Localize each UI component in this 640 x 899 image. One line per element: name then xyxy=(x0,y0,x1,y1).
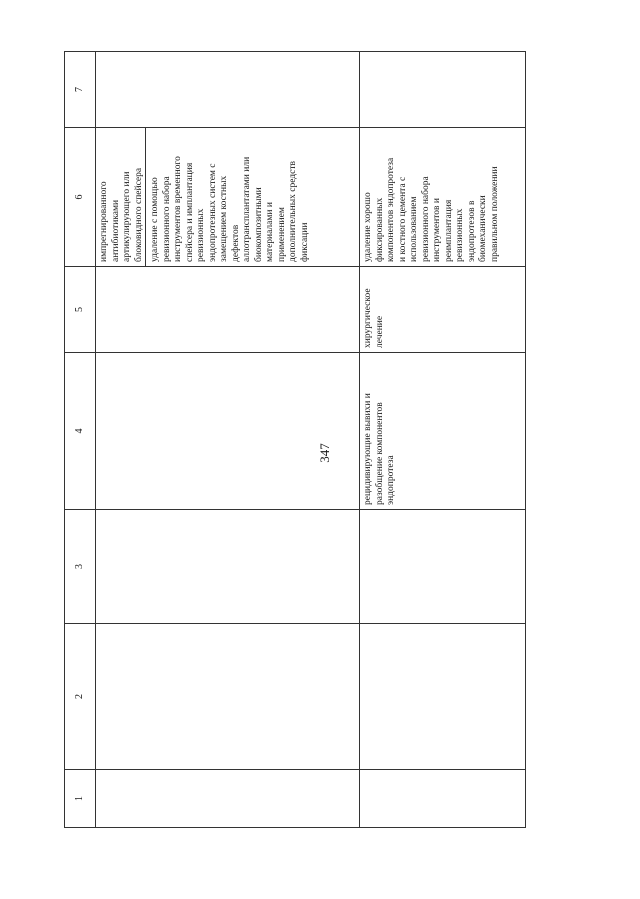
text-line: биокомпозитными xyxy=(253,187,264,262)
text-line: аллотрансплантатами или xyxy=(242,156,252,262)
text-line: использованием xyxy=(409,196,419,262)
treatment-method-cell xyxy=(360,128,526,267)
column-number: 6 xyxy=(65,128,96,267)
text-line: спейсера и имплантация xyxy=(184,162,195,262)
text-line: импрегнированного xyxy=(99,181,109,262)
column-number-row xyxy=(65,52,96,828)
medical-care-table xyxy=(64,51,526,828)
text-line: разобщение компонентов xyxy=(374,402,385,505)
table-cell xyxy=(360,624,526,770)
table-cell xyxy=(360,52,526,128)
table-row xyxy=(360,52,526,828)
text-line: блоковидного спейсера xyxy=(133,167,144,262)
text-line: биомеханически xyxy=(478,195,488,262)
treatment-type-cell xyxy=(360,267,526,353)
text-line: артикулирующего или xyxy=(122,171,132,262)
column-number: 4 xyxy=(65,353,96,510)
text-line: удаление с помощью xyxy=(150,177,160,262)
text-line: реимплантация xyxy=(443,199,454,262)
text-line: инструментов временного xyxy=(173,156,183,262)
table-cell xyxy=(96,267,360,353)
text-line: эндопротезных систем с xyxy=(207,163,218,262)
text-line: удаление хорошо xyxy=(363,192,373,262)
table-cell xyxy=(96,52,360,128)
text-line: компонентов эндопротеза xyxy=(386,157,396,262)
table-cell xyxy=(96,624,360,770)
table-cell xyxy=(96,353,360,510)
table-cell xyxy=(96,770,360,828)
text-line: хирургическое xyxy=(363,288,373,348)
text-line: ревизионного набора xyxy=(161,176,172,262)
table-cell xyxy=(360,510,526,624)
treatment-method-continuation xyxy=(96,132,145,262)
treatment-method-cell xyxy=(96,128,360,267)
text-line: ревизионных xyxy=(196,208,206,262)
text-line: фиксированных xyxy=(374,197,385,262)
column-number: 7 xyxy=(65,52,96,128)
text-line: ревизионного набора xyxy=(420,176,431,262)
text-line: эндопротеза xyxy=(386,455,396,505)
text-line: и костного цемента с xyxy=(397,176,408,262)
table-container xyxy=(64,52,526,828)
text-line: замещением костных xyxy=(219,175,229,262)
text-line: фиксации xyxy=(299,222,310,262)
diagnosis-cell xyxy=(360,353,526,510)
text-line: рецидивирующие вывихи и xyxy=(363,393,373,505)
text-line: инструментов и xyxy=(432,198,442,262)
text-line: материалами и xyxy=(265,202,275,262)
column-number: 2 xyxy=(65,624,96,770)
text-line: правильном положении xyxy=(489,166,500,262)
text-line: антибиотиками xyxy=(110,199,121,262)
text-line: дефектов xyxy=(230,224,241,262)
text-line: применением xyxy=(276,207,287,262)
column-number: 3 xyxy=(65,510,96,624)
table-row xyxy=(96,52,360,828)
table-cell xyxy=(360,770,526,828)
text-line: лечение xyxy=(374,315,385,348)
text-line: ревизионных xyxy=(455,208,465,262)
text-line: дополнительных средств xyxy=(288,161,298,262)
treatment-method-option xyxy=(145,128,311,266)
text-line: эндопротезов в xyxy=(466,200,477,262)
table-cell xyxy=(96,510,360,624)
column-number: 1 xyxy=(65,770,96,828)
page-number: 347 xyxy=(317,443,332,463)
column-number: 5 xyxy=(65,267,96,353)
